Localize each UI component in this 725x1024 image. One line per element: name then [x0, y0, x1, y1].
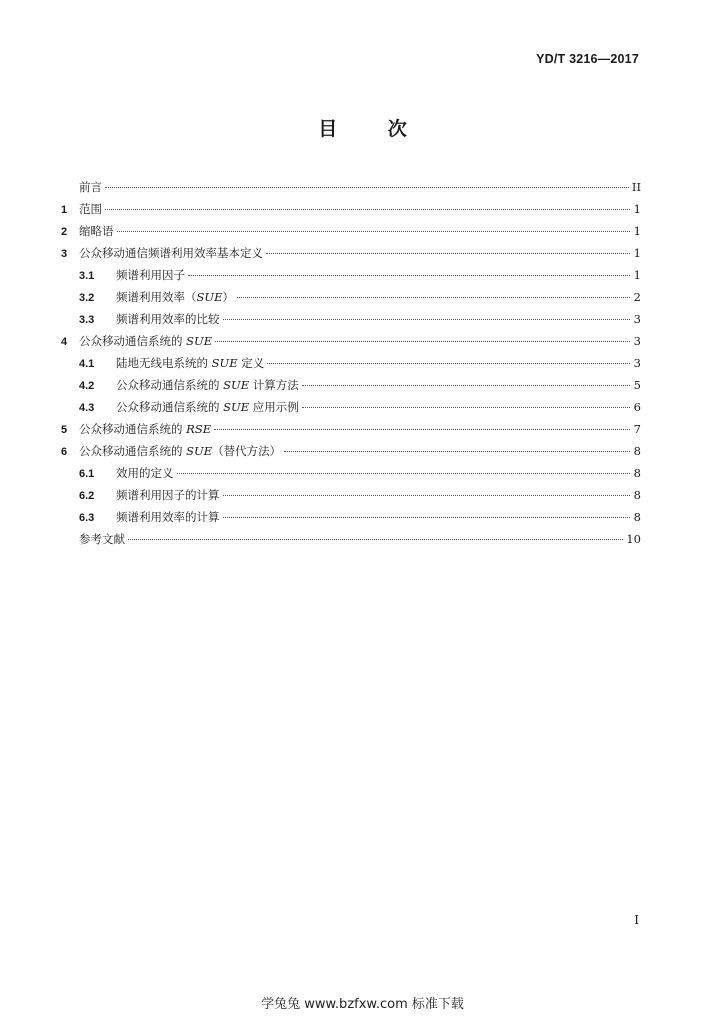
dot-leader	[266, 253, 630, 254]
toc-entry-label	[79, 440, 281, 462]
dot-leader	[105, 187, 629, 188]
toc-entry[interactable]	[61, 418, 641, 440]
toc-entry-number: 4.3	[79, 402, 95, 414]
toc-entry-label	[79, 418, 211, 440]
toc-entry[interactable]	[61, 440, 641, 462]
toc-entry-number: 3.1	[79, 270, 95, 282]
toc-entry-number: 3	[61, 248, 68, 260]
dot-leader	[223, 517, 631, 518]
toc-entry-label-suffix: （替代方法）	[212, 444, 282, 458]
toc-entry-label-text: 参考文献	[79, 532, 125, 546]
toc-entry-number: 4.2	[79, 380, 95, 392]
toc-entry-label	[79, 176, 102, 198]
toc-entry-label	[116, 396, 299, 418]
toc-entry-page: 8	[633, 488, 641, 502]
toc-entry-label-text: 公众移动通信频谱利用效率基本定义	[79, 246, 263, 260]
toc-entry-number: 4	[61, 336, 68, 348]
toc-entry-label-text: 公众移动通信系统的	[116, 400, 224, 414]
dot-leader	[177, 473, 631, 474]
toc-entry-label-text: 公众移动通信系统的	[116, 378, 224, 392]
toc-entry-label	[116, 286, 234, 308]
toc-entry-label	[79, 242, 263, 264]
dot-leader	[267, 363, 630, 364]
toc-entry[interactable]	[61, 308, 641, 330]
toc-entry-number: 4.1	[79, 358, 95, 370]
toc-entry-page: 8	[633, 444, 641, 458]
toc-entry-page: II	[631, 180, 641, 194]
toc-entry-label-text: 频谱利用因子	[116, 268, 185, 282]
toc-entry-page: 1	[633, 202, 641, 216]
dot-leader	[215, 341, 630, 342]
toc-entry-page: 3	[633, 312, 641, 326]
dot-leader	[128, 539, 623, 540]
toc-entry-page: 6	[633, 400, 641, 414]
toc-entry-page: 1	[633, 268, 641, 282]
toc-entry-abbreviation: SUE	[186, 444, 213, 458]
toc-entry-label-text: 陆地无线电系统的	[116, 356, 212, 370]
toc-entry-label	[116, 308, 220, 330]
table-of-contents	[61, 176, 641, 550]
page-title: 目 次	[318, 118, 429, 140]
toc-entry[interactable]	[61, 176, 641, 198]
toc-entry-label-text: 前言	[79, 180, 102, 194]
toc-entry-page: 2	[633, 290, 641, 304]
toc-entry-label-suffix: 计算方法	[249, 378, 299, 392]
toc-entry-label-text: 效用的定义	[116, 466, 174, 480]
toc-entry-page: 10	[626, 532, 641, 546]
toc-entry[interactable]	[61, 374, 641, 396]
toc-entry-label	[116, 484, 220, 506]
toc-entry-label-text: 公众移动通信系统的	[79, 422, 187, 436]
toc-entry-page: 1	[633, 224, 641, 238]
toc-entry-label	[116, 462, 174, 484]
page-number: I	[634, 913, 639, 927]
toc-entry[interactable]	[61, 484, 641, 506]
toc-entry-label-text: 频谱利用因子的计算	[116, 488, 220, 502]
toc-entry-label	[79, 528, 125, 550]
toc-entry-number: 5	[61, 424, 68, 436]
toc-entry-label-suffix: 应用示例	[249, 400, 299, 414]
toc-entry[interactable]	[61, 330, 641, 352]
dot-leader	[237, 297, 630, 298]
toc-entry-abbreviation: RSE	[186, 422, 212, 436]
toc-entry-page: 1	[633, 246, 641, 260]
dot-leader	[117, 231, 631, 232]
toc-entry-page: 8	[633, 510, 641, 524]
dot-leader	[302, 407, 630, 408]
toc-entry[interactable]	[61, 528, 641, 550]
toc-entry-label-text: 频谱利用效率的比较	[116, 312, 220, 326]
toc-entry-page: 5	[633, 378, 641, 392]
watermark-text: 学兔兔 www.bzfxw.com 标准下载	[261, 997, 464, 1012]
dot-leader	[223, 495, 631, 496]
toc-entry-number: 3.2	[79, 292, 95, 304]
toc-entry-label	[79, 198, 102, 220]
toc-entry[interactable]	[61, 506, 641, 528]
toc-entry[interactable]	[61, 264, 641, 286]
document-code: YD/T 3216—2017	[536, 52, 639, 66]
toc-entry-page: 8	[633, 466, 641, 480]
toc-entry-abbreviation: SUE	[196, 290, 223, 304]
toc-entry-abbreviation: SUE	[186, 334, 213, 348]
toc-entry-label	[116, 374, 299, 396]
toc-entry-label-text: 频谱利用效率（	[116, 290, 197, 304]
dot-leader	[284, 451, 630, 452]
toc-entry[interactable]	[61, 198, 641, 220]
toc-entry-number: 6.1	[79, 468, 95, 480]
toc-entry-page: 3	[633, 356, 641, 370]
toc-entry-number: 3.3	[79, 314, 95, 326]
toc-entry-label	[116, 506, 220, 528]
dot-leader	[302, 385, 630, 386]
toc-entry-label	[116, 352, 264, 374]
toc-entry-number: 2	[61, 226, 68, 238]
toc-entry-abbreviation: SUE	[211, 356, 238, 370]
dot-leader	[223, 319, 631, 320]
toc-entry-label-text: 公众移动通信系统的	[79, 334, 187, 348]
toc-entry-label	[79, 330, 212, 352]
toc-entry-page: 3	[633, 334, 641, 348]
toc-entry-label-suffix: 定义	[237, 356, 265, 370]
toc-entry-label-text: 频谱利用效率的计算	[116, 510, 220, 524]
dot-leader	[214, 429, 630, 430]
toc-entry[interactable]	[61, 462, 641, 484]
toc-entry[interactable]	[61, 286, 641, 308]
toc-entry[interactable]	[61, 220, 641, 242]
toc-entry[interactable]	[61, 352, 641, 374]
toc-entry-label-text: 公众移动通信系统的	[79, 444, 187, 458]
toc-entry-abbreviation: SUE	[223, 400, 250, 414]
toc-entry[interactable]	[61, 242, 641, 264]
toc-entry-label	[79, 220, 114, 242]
toc-entry-label-text: 缩略语	[79, 224, 114, 238]
toc-entry-number: 6.3	[79, 512, 95, 524]
toc-entry-number: 6.2	[79, 490, 95, 502]
toc-entry-number: 1	[61, 204, 68, 216]
toc-entry-label-suffix: ）	[222, 290, 234, 304]
toc-entry-label	[116, 264, 185, 286]
dot-leader	[188, 275, 630, 276]
toc-entry-label-text: 范围	[79, 202, 102, 216]
dot-leader	[105, 209, 630, 210]
toc-entry-number: 6	[61, 446, 68, 458]
toc-entry-abbreviation: SUE	[223, 378, 250, 392]
toc-entry-page: 7	[633, 422, 641, 436]
toc-entry[interactable]	[61, 396, 641, 418]
